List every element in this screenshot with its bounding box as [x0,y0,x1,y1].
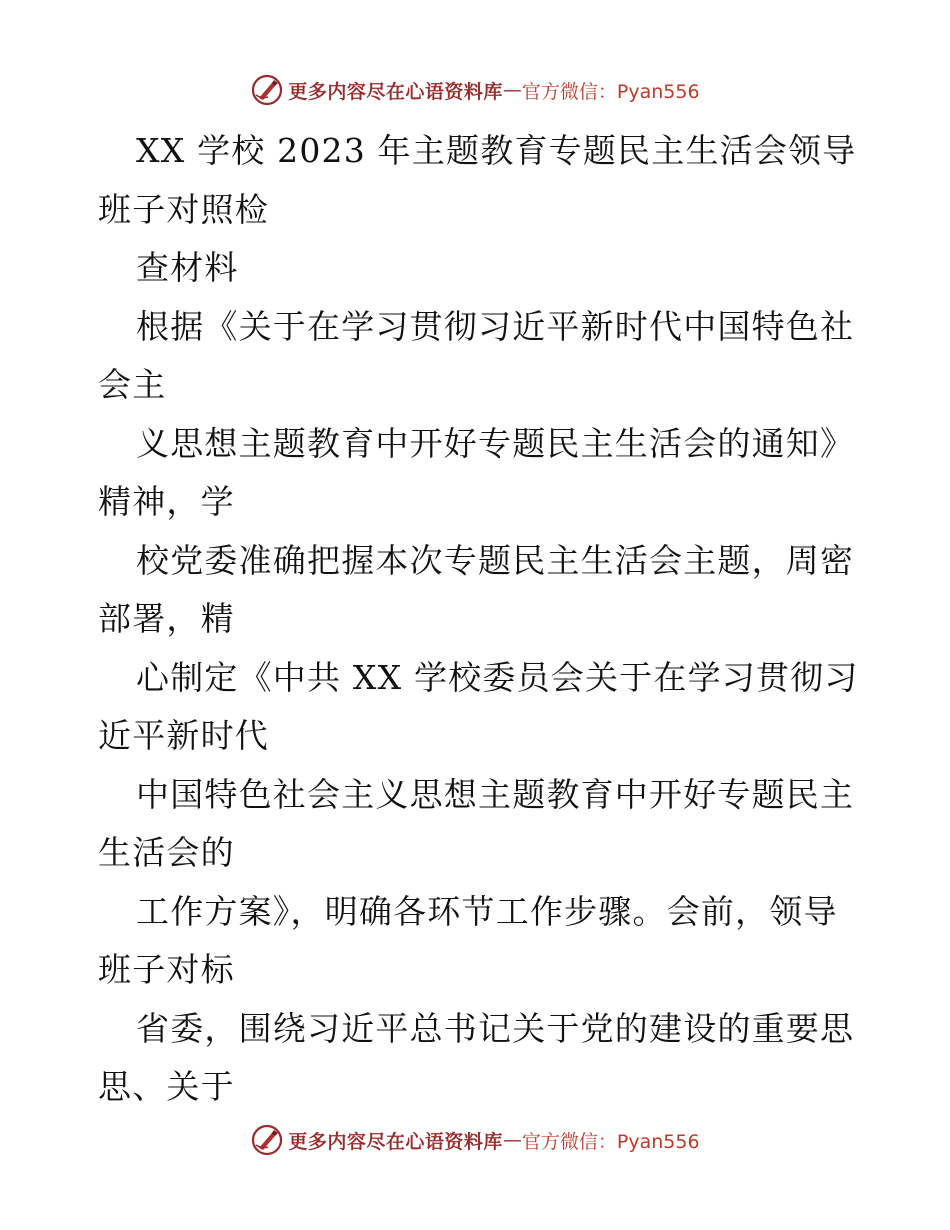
banner-separator: — [502,1129,522,1151]
document-line: 省委，围绕习近平总书记关于党的建设的重要思 [136,1008,855,1048]
header-banner [0,70,950,110]
pen-nib-logo-icon [250,1123,284,1157]
document-line: 中国特色社会主义思想主题教育中开好专题民主 [136,774,855,814]
document-line: 查材料 [136,248,239,287]
document-line: 心制定《中共 XX 学校委员会关于在学习贯彻习 [136,657,859,697]
document-line: 精神，学 [98,482,235,521]
document-line: 班子对标 [98,950,235,989]
document-line: 近平新时代 [98,716,269,755]
document-line: 校党委准确把握本次专题民主生活会主题，周密 [136,540,855,580]
wechat-id-text: 官方微信：Pyan556 [521,1130,700,1153]
document-line: 工作方案》，明确各环节工作步骤。会前，领导 [136,891,838,931]
wechat-id-text: 官方微信：Pyan556 [521,80,700,103]
document-line: 部署，精 [98,599,235,638]
document-body [98,122,858,1117]
document-line: 班子对照检 [98,189,269,229]
document-line: 会主 [98,365,167,404]
pen-nib-logo-icon [250,73,284,107]
footer-banner [0,1120,950,1160]
banner-separator: — [502,79,522,101]
document-line: 思、关于 [98,1067,235,1106]
document-line: 根据《关于在学习贯彻习近平新时代中国特色社 [136,306,855,346]
site-name-text: 更多内容尽在心语资料库 [288,80,503,103]
document-line: 义思想主题教育中开好专题民主生活会的通知》 [136,423,855,463]
document-line: XX 学校 2023 年主题教育专题民主生活会领导 [136,131,857,170]
site-name-text: 更多内容尽在心语资料库 [288,1130,503,1153]
document-line: 生活会的 [98,833,235,872]
